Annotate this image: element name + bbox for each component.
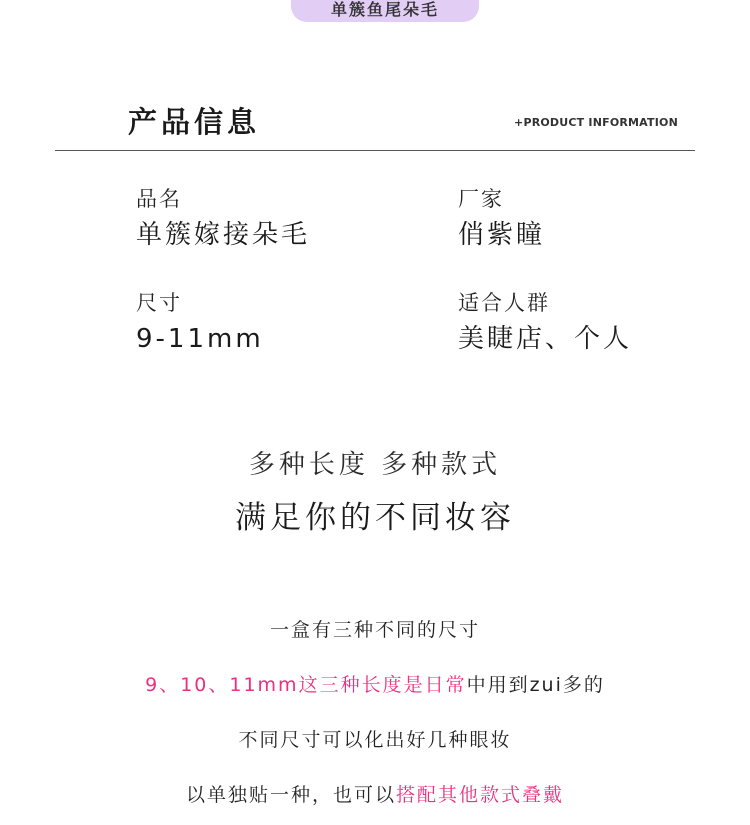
info-product-name [136,186,310,252]
body-line-4 [0,780,750,807]
info-audience [458,290,632,356]
body-line-2 [0,670,750,697]
headline-line-2: 满足你的不同妆容 [235,500,515,536]
body-line-4-rest: 以单独贴一种，也可以 [185,784,396,806]
section-divider [55,150,695,151]
maker-label: 厂家 [458,187,504,211]
section-title: 产品信息 [128,105,261,139]
product-tab [291,0,479,22]
body-line-4-highlight: 搭配其他款式叠戴 [396,784,565,806]
body-line-3: 不同尺寸可以化出好几种眼妆 [238,729,512,751]
product-name-value: 单簇嫁接朵毛 [136,220,311,250]
headline-line-1: 多种长度 多种款式 [248,450,502,480]
product-name-label: 品名 [136,187,182,211]
size-label: 尺寸 [136,291,182,315]
body-line-1: 一盒有三种不同的尺寸 [269,619,480,641]
product-tab-label: 单簇鱼尾朵毛 [330,0,439,19]
info-size [136,290,264,356]
audience-value: 美睫店、个人 [458,324,633,354]
info-maker [458,186,545,252]
section-subtitle: +PRODUCT INFORMATION [514,116,678,129]
body-line-2-rest: 中用到zui多的 [466,674,605,696]
body-line-2-highlight: 9、10、11mm这三种长度是日常 [145,674,467,696]
size-value: 9-11mm [136,324,264,354]
maker-value: 俏紫瞳 [458,220,546,250]
audience-label: 适合人群 [458,291,550,315]
